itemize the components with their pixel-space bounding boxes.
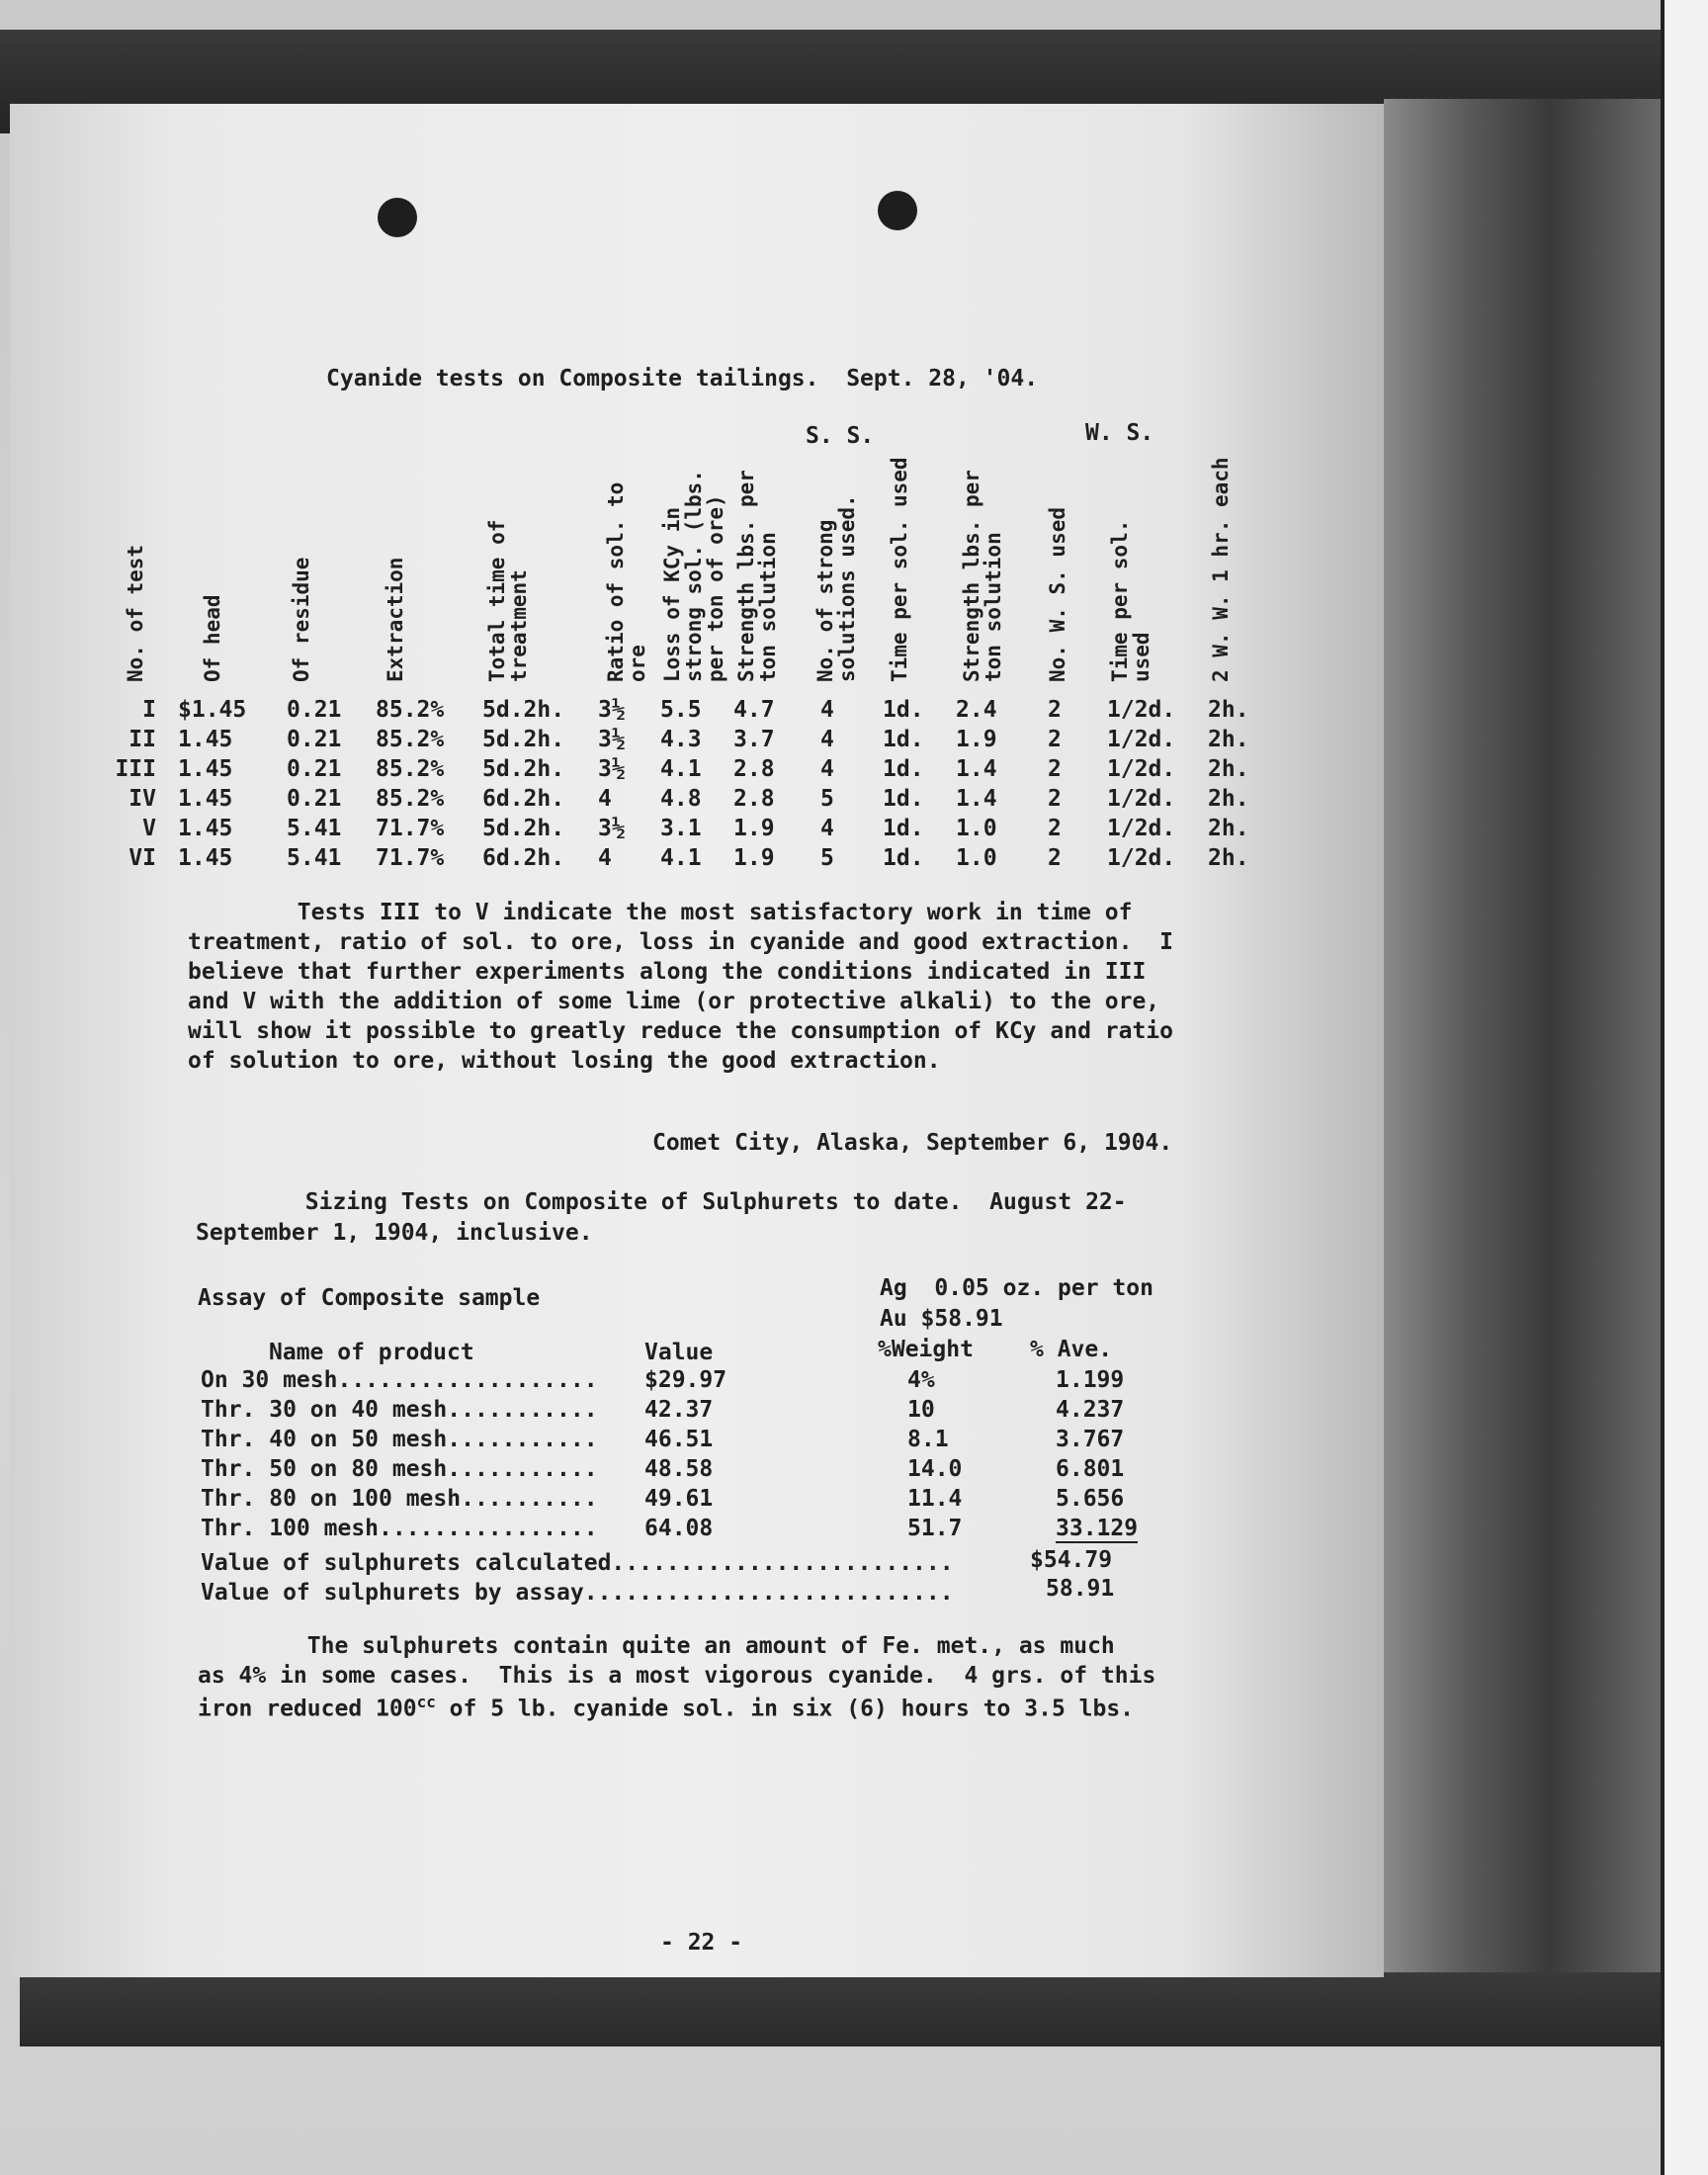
calculated-label: Value of sulphurets calculated......................... (201, 1550, 954, 1576)
table-cell-no_ss: 4 (820, 697, 834, 723)
paragraph-line (198, 1693, 1134, 1722)
table-cell-no_ss: 4 (820, 756, 834, 782)
column-header-time_ss: Time per sol. used (888, 457, 911, 682)
group-label-weak-solution: W. S. (1085, 420, 1154, 446)
column-header-strength_ws: Strength lbs. per ton solution (960, 470, 1005, 682)
paragraph-text: as 4% in some cases. This is a most vigorous cyanide. 4 grs. of this (198, 1663, 1156, 1689)
column-header-no_ws: No. W. S. used (1046, 506, 1069, 682)
table-title: Cyanide tests on Composite tailings. Sept. 28, '04. (326, 366, 1039, 392)
table-cell-ratio: 3½ (598, 697, 626, 723)
table-cell-strength_ws: 2.4 (956, 697, 997, 723)
table-cell-time_ws: 1/2d. (1107, 727, 1176, 752)
sizing-value: 64.08 (644, 1516, 714, 1541)
paragraph-line: Tests III to V indicate the most satisfactory work in time of (188, 900, 1133, 925)
page-number: - 22 - (660, 1930, 743, 1956)
table-cell-residue: 0.21 (287, 727, 342, 752)
assay-label: Assay of Composite sample (198, 1285, 541, 1311)
column-header-total_time: Total time of treatment (485, 519, 531, 682)
table-cell-head: 1.45 (178, 727, 233, 752)
table-cell-no: IV (128, 786, 156, 812)
table-cell-extraction: 71.7% (376, 845, 445, 871)
column-header-head: Of head (201, 594, 224, 682)
table-cell-total_time: 5d.2h. (482, 756, 565, 782)
table-cell-head: 1.45 (178, 845, 233, 871)
sizing-average: 1.199 (1056, 1367, 1125, 1393)
table-cell-head: $1.45 (178, 697, 247, 723)
table-cell-extraction: 85.2% (376, 756, 445, 782)
table-cell-w_each: 2h. (1208, 697, 1249, 723)
table-cell-total_time: 6d.2h. (482, 845, 565, 871)
assay-gold: Au $58.91 (880, 1306, 1003, 1332)
table-cell-head: 1.45 (178, 756, 233, 782)
table-cell-strength_ss: 1.9 (733, 845, 775, 871)
header-value: Value (644, 1340, 714, 1365)
table-cell-loss: 4.3 (660, 727, 702, 752)
sizing-value: 48.58 (644, 1456, 714, 1482)
table-cell-residue: 5.41 (287, 816, 342, 841)
table-cell-no_ss: 4 (820, 816, 834, 841)
table-cell-no_ws: 2 (1048, 816, 1062, 841)
sizing-average: 33.129 (1056, 1516, 1139, 1541)
scanner-frame-right (1384, 99, 1661, 2007)
table-cell-no_ss: 4 (820, 727, 834, 752)
table-cell-residue: 5.41 (287, 845, 342, 871)
column-header-extraction: Extraction (384, 557, 407, 682)
table-cell-loss: 4.1 (660, 845, 702, 871)
table-cell-loss: 4.1 (660, 756, 702, 782)
sizing-value: 46.51 (644, 1427, 714, 1452)
table-cell-time_ws: 1/2d. (1107, 786, 1176, 812)
sizing-product-name: Thr. 50 on 80 mesh........... (201, 1456, 598, 1482)
paragraph-text: of 5 lb. cyanide sol. in six (6) hours to 3.5 lbs. (435, 1696, 1135, 1722)
header-average: % Ave. (1030, 1337, 1113, 1362)
table-cell-w_each: 2h. (1208, 845, 1249, 871)
header-name-of-product: Name of product (269, 1340, 474, 1365)
table-cell-ratio: 4 (598, 845, 612, 871)
assay-value: 58.91 (1046, 1576, 1115, 1602)
assay-silver: Ag 0.05 oz. per ton (880, 1275, 1153, 1301)
column-header-strength_ss: Strength lbs. per ton solution (734, 470, 780, 682)
table-cell-extraction: 85.2% (376, 727, 445, 752)
column-header-no_ss: No. of strong solutions used. (813, 494, 859, 682)
table-cell-head: 1.45 (178, 816, 233, 841)
sizing-value: 42.37 (644, 1397, 714, 1423)
sizing-average: 3.767 (1056, 1427, 1125, 1452)
paragraph-text: iron reduced 100 (198, 1696, 417, 1722)
table-cell-total_time: 5d.2h. (482, 697, 565, 723)
table-cell-ratio: 4 (598, 786, 612, 812)
punch-hole-left (378, 198, 417, 237)
table-cell-time_ws: 1/2d. (1107, 697, 1176, 723)
table-cell-head: 1.45 (178, 786, 233, 812)
header-weight: %Weight (878, 1337, 974, 1362)
paragraph-line: and V with the addition of some lime (or protective alkali) to the ore, (188, 989, 1160, 1014)
table-cell-loss: 3.1 (660, 816, 702, 841)
table-cell-time_ss: 1d. (883, 727, 924, 752)
sizing-weight: 4% (907, 1367, 935, 1393)
sizing-product-name: Thr. 80 on 100 mesh.......... (201, 1486, 598, 1512)
table-cell-no_ws: 2 (1048, 756, 1062, 782)
table-cell-total_time: 5d.2h. (482, 727, 565, 752)
table-cell-no_ws: 2 (1048, 697, 1062, 723)
punch-hole-right (878, 191, 917, 230)
table-cell-w_each: 2h. (1208, 756, 1249, 782)
table-cell-no_ws: 2 (1048, 786, 1062, 812)
sizing-average: 4.237 (1056, 1397, 1125, 1423)
table-cell-time_ws: 1/2d. (1107, 756, 1176, 782)
column-header-ratio: Ratio of sol. to ore (604, 481, 649, 682)
table-cell-time_ws: 1/2d. (1107, 845, 1176, 871)
table-cell-strength_ss: 3.7 (733, 727, 775, 752)
table-cell-extraction: 85.2% (376, 697, 445, 723)
table-cell-no: VI (128, 845, 156, 871)
sizing-weight: 11.4 (907, 1486, 963, 1512)
table-cell-strength_ss: 2.8 (733, 786, 775, 812)
sizing-product-name: Thr. 30 on 40 mesh........... (201, 1397, 598, 1423)
sizing-weight: 10 (907, 1397, 935, 1423)
table-cell-w_each: 2h. (1208, 786, 1249, 812)
table-cell-total_time: 6d.2h. (482, 786, 565, 812)
table-cell-strength_ws: 1.9 (956, 727, 997, 752)
sizing-value: $29.97 (644, 1367, 727, 1393)
assay-value-label: Value of sulphurets by assay........................... (201, 1580, 954, 1606)
paragraph-text: The sulphurets contain quite an amount of Fe. met., as much (198, 1633, 1115, 1659)
column-header-loss: Loss of KCy in strong sol. (lbs. per ton of ore) (660, 470, 727, 682)
table-cell-time_ss: 1d. (883, 786, 924, 812)
column-header-time_ws: Time per sol. used (1108, 519, 1153, 682)
table-cell-strength_ws: 1.4 (956, 756, 997, 782)
superscript-cc: cc (416, 1693, 436, 1711)
sizing-product-name: On 30 mesh................... (201, 1367, 598, 1393)
table-cell-time_ss: 1d. (883, 697, 924, 723)
table-cell-no_ss: 5 (820, 786, 834, 812)
group-label-strong-solution: S. S. (806, 423, 875, 449)
place-date-line: Comet City, Alaska, September 6, 1904. (652, 1130, 1173, 1156)
table-cell-time_ss: 1d. (883, 756, 924, 782)
paragraph-line (198, 1663, 1155, 1689)
table-cell-w_each: 2h. (1208, 727, 1249, 752)
sizing-product-name: Thr. 40 on 50 mesh........... (201, 1427, 598, 1452)
table-cell-strength_ws: 1.0 (956, 845, 997, 871)
table-cell-no: III (115, 756, 156, 782)
column-header-no: No. of test (124, 544, 147, 682)
table-cell-ratio: 3½ (598, 756, 626, 782)
paragraph-line: of solution to ore, without losing the good extraction. (188, 1048, 941, 1074)
paragraph-line (198, 1633, 1115, 1659)
table-cell-no: V (142, 816, 156, 841)
table-cell-strength_ss: 4.7 (733, 697, 775, 723)
table-cell-strength_ss: 1.9 (733, 816, 775, 841)
table-cell-loss: 4.8 (660, 786, 702, 812)
table-cell-time_ss: 1d. (883, 845, 924, 871)
table-cell-strength_ss: 2.8 (733, 756, 775, 782)
column-header-residue: Of residue (290, 557, 313, 682)
table-cell-no_ss: 5 (820, 845, 834, 871)
sizing-weight: 14.0 (907, 1456, 963, 1482)
table-cell-strength_ws: 1.4 (956, 786, 997, 812)
calculated-value: $54.79 (1030, 1547, 1113, 1573)
table-cell-loss: 5.5 (660, 697, 702, 723)
table-cell-no_ws: 2 (1048, 845, 1062, 871)
table-cell-residue: 0.21 (287, 786, 342, 812)
table-cell-ratio: 3½ (598, 727, 626, 752)
paragraph-line: treatment, ratio of sol. to ore, loss in cyanide and good extraction. I (188, 929, 1173, 955)
table-cell-residue: 0.21 (287, 756, 342, 782)
table-cell-ratio: 3½ (598, 816, 626, 841)
table-cell-residue: 0.21 (287, 697, 342, 723)
table-cell-extraction: 71.7% (376, 816, 445, 841)
sizing-value: 49.61 (644, 1486, 714, 1512)
sizing-title-line: Sizing Tests on Composite of Sulphurets to date. August 22- (196, 1189, 1127, 1215)
table-cell-w_each: 2h. (1208, 816, 1249, 841)
sizing-title-line: September 1, 1904, inclusive. (196, 1220, 593, 1246)
table-cell-no: I (142, 697, 156, 723)
table-cell-total_time: 5d.2h. (482, 816, 565, 841)
sizing-weight: 51.7 (907, 1516, 963, 1541)
sizing-weight: 8.1 (907, 1427, 949, 1452)
scan-edge (1661, 0, 1708, 2175)
table-cell-extraction: 85.2% (376, 786, 445, 812)
sizing-average: 6.801 (1056, 1456, 1125, 1482)
paragraph-line: believe that further experiments along the conditions indicated in III (188, 959, 1147, 985)
scanner-frame-bottom (20, 1972, 1661, 2046)
table-cell-time_ss: 1d. (883, 816, 924, 841)
table-cell-no: II (128, 727, 156, 752)
column-header-w_each: 2 W. W. 1 hr. each (1209, 457, 1233, 682)
paragraph-line: will show it possible to greatly reduce the consumption of KCy and ratio (188, 1018, 1173, 1044)
sizing-product-name: Thr. 100 mesh................ (201, 1516, 598, 1541)
table-cell-no_ws: 2 (1048, 727, 1062, 752)
table-cell-strength_ws: 1.0 (956, 816, 997, 841)
table-cell-time_ws: 1/2d. (1107, 816, 1176, 841)
sizing-average: 5.656 (1056, 1486, 1125, 1512)
